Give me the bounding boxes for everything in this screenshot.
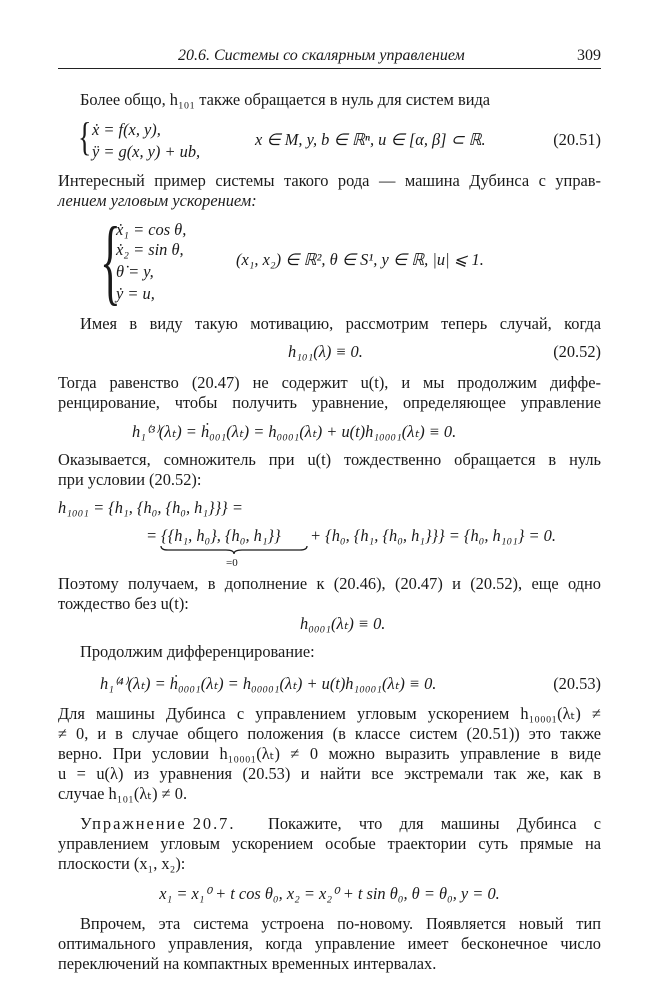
running-header (58, 46, 601, 69)
equation-line: h₁₀₀₁ = {h₁, {h₀, {h₀, h₁}}} = (58, 498, 243, 517)
equation-number: (20.51) (553, 130, 601, 149)
equation-number: (20.52) (553, 342, 601, 361)
exercise-label-text: Упражнение 20.7. (80, 814, 236, 833)
paragraph-line: Впрочем, эта система устроена по-новому. Появляется новый тип (80, 914, 601, 933)
paragraph-line: оптимального управления, когда управление имеет бесконечное число (58, 934, 601, 953)
paragraph-line: при условии (20.52): (58, 470, 202, 489)
paragraph-line: Интересный пример системы такого рода — машина Дубинса с управ- (58, 171, 601, 190)
paragraph-line: Для машины Дубинса с управлением угловым ускорением h₁₀₀₀₁(λₜ) ≠ (58, 704, 601, 723)
paragraph-line: Продолжим дифференцирование: (80, 642, 315, 661)
paragraph-line: верно. При условии h₁₀₀₀₁(λₜ) ≠ 0 можно выразить управление в виде (58, 744, 601, 763)
paragraph-line: плоскости (x₁, x₂): (58, 854, 186, 873)
paragraph-line: переключений на компактных временных интервалах. (58, 954, 437, 973)
equation: h₁₀₁(λ) ≡ 0. (288, 342, 363, 361)
equation-line: ÿ = g(x, y) + ub, (92, 142, 201, 161)
exercise-label (80, 814, 236, 834)
equation: h₁⁽⁴⁾(λₜ) = ḣ₀₀₀₁(λₜ) = h₀₀₀₀₁(λₜ) + u(t)h₁₀₀₀₁(λₜ) ≡ 0. (100, 674, 437, 693)
paragraph-line: Поэтому получаем, в дополнение к (20.46), (20.47) и (20.52), еще одно (58, 574, 601, 593)
paragraph-line: Тогда равенство (20.47) не содержит u(t), и мы продолжим диффе- (58, 373, 601, 392)
paragraph-line: случае h₁₀₁(λₜ) ≠ 0. (58, 784, 188, 803)
paragraph-line: ренцирование, чтобы получить уравнение, определяющее управление (58, 393, 601, 412)
system-line: ẋ₂ = sin θ, (116, 240, 184, 259)
running-title: 20.6. Системы со скалярным управлением (178, 47, 465, 64)
underbrace-label: =0 (226, 557, 238, 569)
equation-line: + {h₀, {h₁, {h₀, h₁}}} = {h₀, h₁₀₁} = 0. (310, 526, 556, 545)
system-line: ẋ₁ = cos θ, (116, 220, 187, 239)
paragraph-line: Более общо, h₁₀₁ также обращается в нуль для систем вида (80, 90, 491, 109)
equation: x₁ = x₁⁰ + t cos θ₀, x₂ = x₂⁰ + t sin θ₀, θ = θ₀, y = 0. (159, 884, 500, 903)
equation-line: ẋ = f(x, y), (92, 120, 161, 139)
italic-term: лением угловым ускорением: (58, 191, 257, 210)
underbrace (160, 545, 308, 555)
equation-conditions: x ∈ M, y, b ∈ ℝⁿ, u ∈ [α, β] ⊂ ℝ. (255, 130, 486, 149)
page-number: 309 (577, 47, 601, 64)
system-brace: { (78, 114, 92, 159)
paragraph-line (58, 191, 601, 211)
system-conditions: (x₁, x₂) ∈ ℝ², θ ∈ S¹, y ∈ ℝ, |u| ⩽ 1. (236, 250, 484, 269)
equation: h₀₀₀₁(λₜ) ≡ 0. (300, 614, 386, 633)
paragraph-line: Имея в виду такую мотивацию, рассмотрим теперь случай, когда (80, 314, 601, 333)
paragraph-line: управлением угловым ускорением особые траектории суть прямые на (58, 834, 601, 853)
equation-line: = {{h₁, h₀}, {h₀, h₁}} (146, 526, 281, 545)
paragraph-line: Оказывается, сомножитель при u(t) тождественно обращается в нуль (58, 450, 601, 469)
paragraph-line: u = u(λ) из уравнения (20.53) и найти все экстремали так же, как в (58, 764, 601, 783)
paragraph-line: Покажите, что для машины Дубинса с (268, 814, 601, 833)
equation: h₁⁽³⁾(λₜ) = ḣ₀₀₁(λₜ) = h₀₀₀₁(λₜ) + u(t)h₁₀₀₀₁(λₜ) ≡ 0. (132, 422, 457, 441)
system-line: ẏ = u, (116, 284, 155, 303)
system-brace: { (100, 207, 121, 314)
paragraph-line: ≠ 0, и в случае общего положения (в классе систем (20.51)) это также (58, 724, 601, 743)
system-line: θ̇ = y, (116, 262, 154, 281)
paragraph-line: тождество без u(t): (58, 594, 189, 613)
equation-number: (20.53) (553, 674, 601, 693)
